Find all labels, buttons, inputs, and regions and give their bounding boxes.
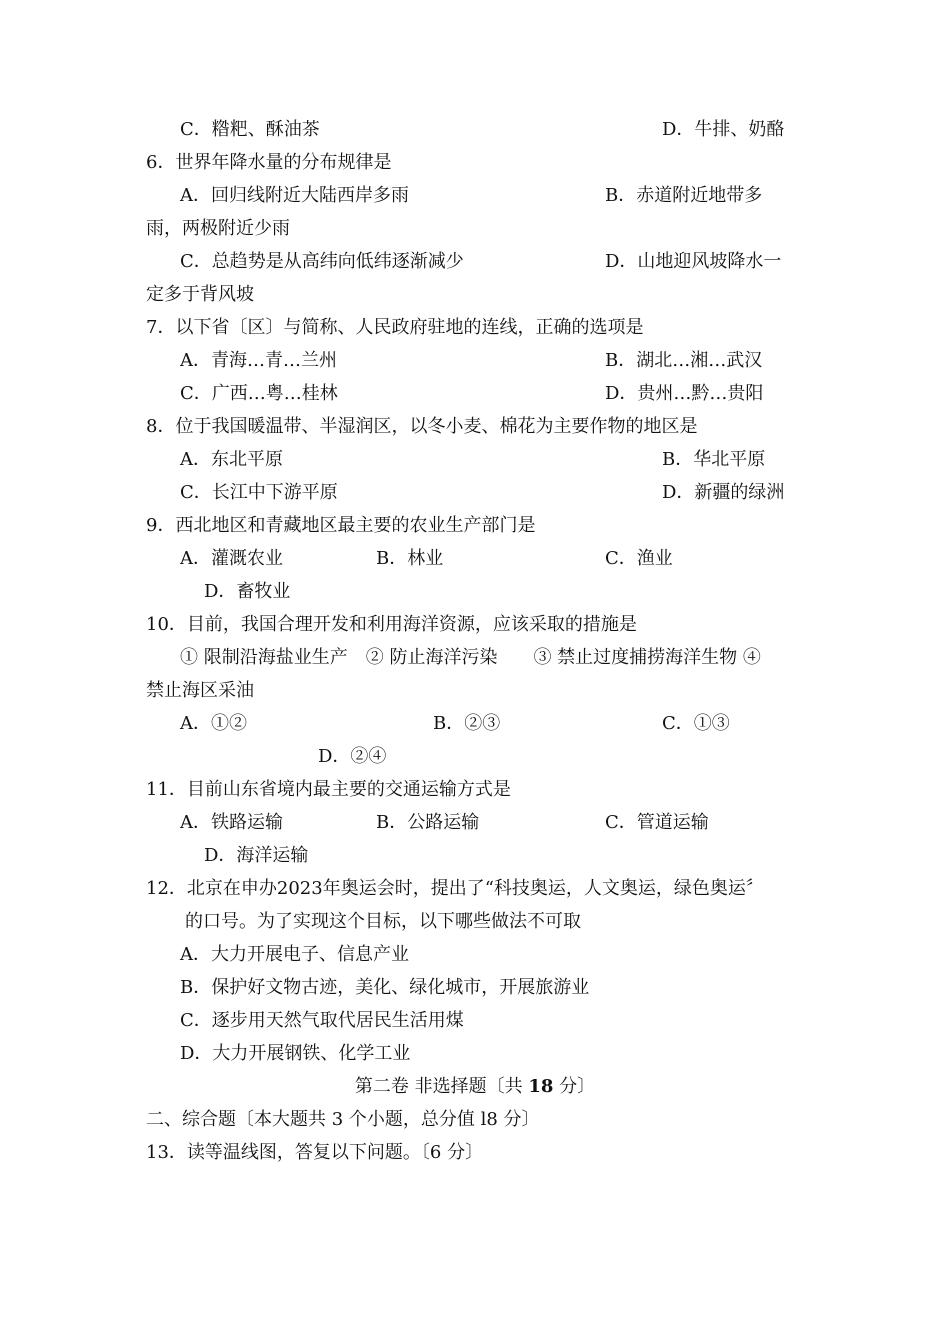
q6-option-d-wrap: 定多于背风坡 [146,284,254,305]
q12-option-c: C．逐步用天然气取代居民生活用煤 [180,1010,464,1031]
q9-stem: 9．西北地区和青藏地区最主要的农业生产部门是 [146,515,536,536]
q12-option-a: A．大力开展电子、信息产业 [180,944,409,965]
q10-items: ① 限制沿海盐业生产 ② 防止海洋污染 ③ 禁止过度捕捞海洋生物 ④ [180,647,761,668]
q9-option-d: D．畜牧业 [204,581,291,602]
q7-option-d: D．贵州…黔…贵阳 [605,383,764,404]
part2-title-score: 18 [528,1076,554,1097]
q11-option-d: D．海洋运输 [204,845,309,866]
q7-option-b: B．湖北…湘…武汉 [605,350,763,371]
q8-stem: 8．位于我国暖温带、半湿润区，以冬小麦、棉花为主要作物的地区是 [146,416,698,437]
part2-title-suffix: 分〕 [553,1076,596,1097]
part2-title-prefix: 第二卷 非选择题〔共 [354,1076,529,1097]
q8-option-c: C．长江中下游平原 [180,482,338,503]
q6-option-c: C．总趋势是从高纬向低纬逐渐减少 [180,251,464,272]
q8-option-a: A．东北平原 [180,449,283,470]
q7-option-a: A．青海…青…兰州 [180,350,337,371]
q9-option-b: B．林业 [376,548,444,569]
q12-stem-continued: 的口号。为了实现这个目标，以下哪些做法不可取 [185,911,581,932]
q5-option-c: C．糌粑、酥油茶 [180,119,320,140]
q6-option-d: D．山地迎风坡降水一 [605,251,782,272]
q11-option-c: C．管道运输 [605,812,709,833]
q6-option-b-wrap: 雨，两极附近少雨 [146,218,290,239]
q10-option-c: C．①③ [662,713,730,734]
q11-option-a: A．铁路运输 [180,812,283,833]
q13-stem: 13．读等温线图，答复以下问题。〔6 分〕 [146,1142,484,1163]
q10-stem: 10．目前，我国合理开发和利用海洋资源，应该采取的措施是 [146,614,637,635]
q9-option-a: A．灌溉农业 [180,548,283,569]
q9-option-c: C．渔业 [605,548,673,569]
q12-option-b: B．保护好文物古迹，美化、绿化城市，开展旅游业 [180,977,590,998]
q6-option-a: A．回归线附近大陆西岸多雨 [180,185,409,206]
part2-title [0,1075,950,1099]
q6-stem: 6．世界年降水量的分布规律是 [146,152,392,173]
q8-option-d: D．新疆的绿洲 [662,482,785,503]
q7-option-c: C．广西…粤…桂林 [180,383,338,404]
q7-stem: 7．以下省〔区〕与简称、人民政府驻地的连线，正确的选项是 [146,317,644,338]
q10-option-d: D．②④ [318,746,387,767]
q12-option-d: D．大力开展钢铁、化学工业 [180,1043,411,1064]
q5-option-d: D．牛排、奶酪 [662,119,785,140]
q6-option-b: B．赤道附近地带多 [605,185,763,206]
section-heading: 二、综合题〔本大题共 3 个小题，总分值 l8 分〕 [146,1109,540,1130]
q11-option-b: B．公路运输 [376,812,480,833]
q8-option-b: B．华北平原 [662,449,766,470]
q10-option-a: A．①② [180,713,247,734]
q10-option-b: B．②③ [433,713,501,734]
q11-stem: 11．目前山东省境内最主要的交通运输方式是 [146,779,511,800]
q10-items-wrap: 禁止海区采油 [146,680,254,701]
q12-stem: 12．北京在申办2023年奥运会时，提出了“科技奥运，人文奥运，绿色奥运〞 [146,878,764,899]
